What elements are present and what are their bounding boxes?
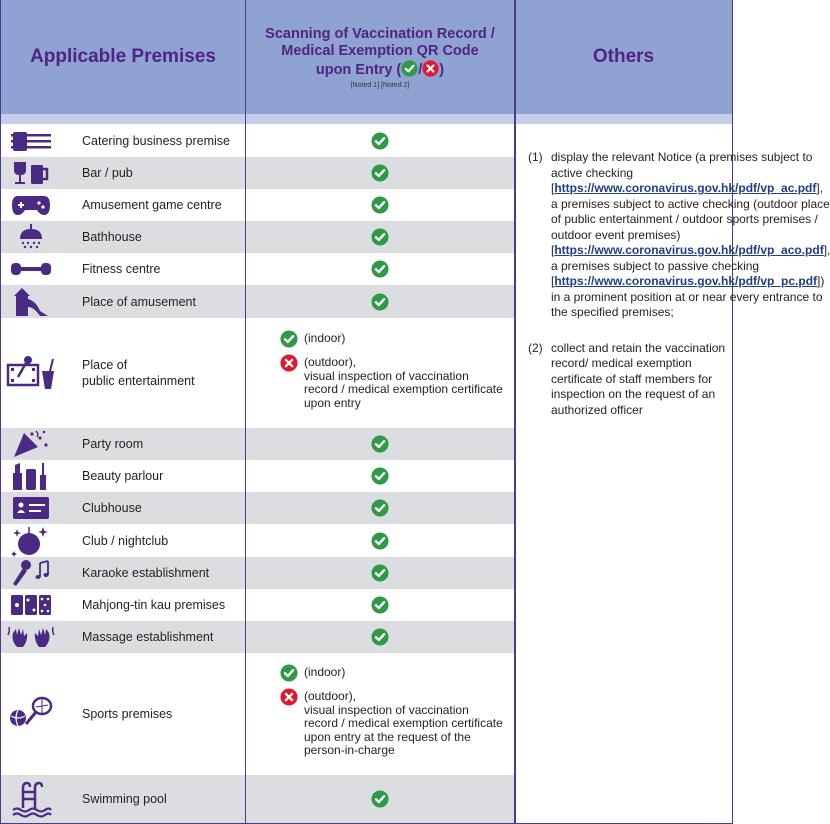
table-row <box>1 189 514 221</box>
table-row <box>1 221 514 253</box>
others-item-2 <box>528 341 728 419</box>
header-title-scanning-l3: upon Entry ( / ) <box>315 61 445 78</box>
wine-glass-mug-icon <box>11 160 51 186</box>
header-applicable-premises <box>1 0 245 114</box>
premise-name: Swimming pool <box>82 792 167 806</box>
check-icon <box>371 293 389 311</box>
table-row <box>1 428 514 460</box>
table-row <box>1 653 514 775</box>
table-row <box>1 253 514 285</box>
massage-hands-icon <box>7 625 55 649</box>
header-band <box>1 114 245 124</box>
notice-link-active-outdoor[interactable]: https://www.coronavirus.gov.hk/pdf/vp_aco.pdf <box>554 243 824 257</box>
game-controller-icon <box>10 193 52 217</box>
premise-name: Beauty parlour <box>82 469 164 483</box>
outdoor-label: (outdoor), <box>304 689 357 704</box>
table-row <box>1 124 514 157</box>
check-icon <box>371 196 389 214</box>
karaoke-microphone-icon <box>10 559 52 587</box>
header-title-premises: Applicable Premises <box>30 46 216 67</box>
premise-name: Place of amusement <box>82 294 196 309</box>
notice-link-active[interactable]: https://www.coronavirus.gov.hk/pdf/vp_ac.pdf <box>554 181 817 195</box>
check-icon <box>401 60 418 77</box>
dumbbell-icon <box>10 262 52 276</box>
check-icon <box>280 664 298 682</box>
playground-slide-icon <box>12 287 50 317</box>
check-icon <box>371 499 389 517</box>
scan-detail <box>246 330 514 416</box>
check-icon <box>371 564 389 582</box>
check-icon <box>371 228 389 246</box>
check-icon <box>280 330 298 348</box>
table-row <box>1 524 514 557</box>
indoor-label: (indoor) <box>304 331 346 345</box>
others-item-number: (2) <box>528 340 543 355</box>
premise-name: Bathhouse <box>82 230 142 244</box>
table-row <box>1 557 514 589</box>
check-icon <box>371 132 389 150</box>
table-row <box>1 318 514 428</box>
cross-icon <box>422 60 439 77</box>
disco-ball-icon <box>11 525 51 557</box>
table-row <box>1 157 514 189</box>
notice-link-passive[interactable]: https://www.coronavirus.gov.hk/pdf/vp_pc.pdf <box>554 274 818 288</box>
header-scanning <box>246 0 514 114</box>
premise-name: Clubhouse <box>82 501 142 515</box>
party-popper-icon <box>12 429 50 459</box>
others-item-number: (1) <box>528 150 543 164</box>
table-row <box>1 285 514 318</box>
cross-icon <box>280 354 298 372</box>
others-list <box>528 150 830 438</box>
table-row <box>1 589 514 621</box>
premise-name: Fitness centre <box>82 262 161 276</box>
others-item-1 <box>528 150 830 321</box>
check-icon <box>371 532 389 550</box>
premise-name: Place of public entertainment <box>82 358 195 388</box>
indoor-label: (indoor) <box>304 665 346 680</box>
premise-name: Amusement game centre <box>82 198 222 212</box>
check-icon <box>371 435 389 453</box>
cosmetics-icon <box>11 461 51 491</box>
check-icon <box>371 628 389 646</box>
others-item-text: display the relevant Notice (a premises subject to active checking [https://www.coronavirus.gov.hk/pdf/vp_ac.pdf], a premises subject to active checking (outdoor place of public entertainment / outdoor sports premises / outdoor event premises) [https://www.coronavirus.gov.hk/pdf/vp_aco.pdf], a premises subject to passive checking [https://www.coronavirus.gov.hk/pdf/vp_pc.pdf]) in a prominent position at or near every entrance to the specified premises; <box>551 150 830 319</box>
table-row <box>1 775 514 823</box>
member-card-icon <box>12 496 50 520</box>
header-band <box>515 114 732 124</box>
scan-detail <box>246 664 514 764</box>
check-icon <box>371 260 389 278</box>
shower-head-icon <box>16 223 46 251</box>
others-item-text: collect and retain the vaccination record/ medical exemption certificate of staff members for inspection on the request of an authorized officer <box>551 340 726 417</box>
premise-name: Karaoke establishment <box>82 566 210 580</box>
cutlery-icon <box>9 130 53 152</box>
outdoor-detail: visual inspection of vaccination record / medical exemption certificate upon entry at the request of the person-in-charge <box>304 702 503 758</box>
check-icon <box>371 467 389 485</box>
header-others <box>515 0 732 114</box>
premise-name: Party room <box>82 437 144 451</box>
header-title-scanning-l1: Scanning of Vaccination Record / <box>265 25 495 42</box>
check-icon <box>371 164 389 182</box>
header-title-others: Others <box>592 46 655 67</box>
check-icon <box>371 596 389 614</box>
table-row <box>1 492 514 524</box>
table-row <box>1 621 514 653</box>
swimming-pool-ladder-icon <box>11 780 51 818</box>
premise-name: Sports premises <box>82 707 173 721</box>
mahjong-tiles-icon <box>10 594 52 616</box>
premise-name: Club / nightclub <box>82 533 169 548</box>
header-title-scanning-l2: Medical Exemption QR Code <box>281 42 479 59</box>
premise-name: Bar / pub <box>82 166 133 180</box>
premise-name: Catering business premise <box>82 133 230 148</box>
film-microphone-icon <box>6 355 56 391</box>
header-notes: [Noted 1] [Noted 2] <box>350 81 410 89</box>
header-band <box>246 114 514 124</box>
ball-racket-icon <box>8 696 54 732</box>
check-icon <box>371 790 389 808</box>
premise-name: Massage establishment <box>82 630 214 644</box>
outdoor-label: (outdoor), <box>304 355 357 369</box>
premise-name: Mahjong-tin kau premises <box>82 598 226 612</box>
column-divider <box>514 0 516 824</box>
cross-icon <box>280 688 298 706</box>
table-row <box>1 460 514 492</box>
column-divider <box>245 0 247 824</box>
outdoor-detail: visual inspection of vaccination record / medical exemption certificate upon entry <box>304 368 503 410</box>
